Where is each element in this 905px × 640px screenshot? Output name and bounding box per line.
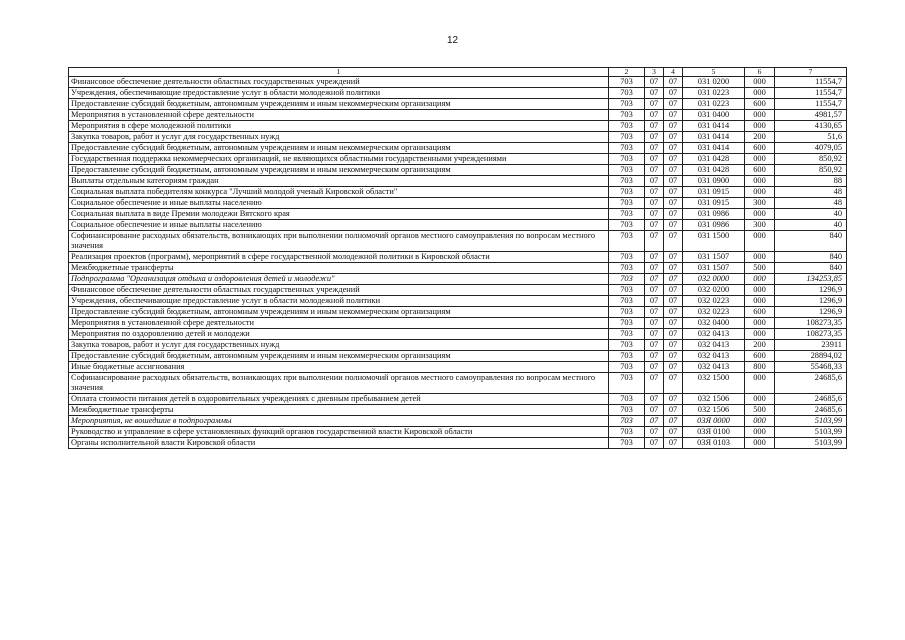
row-grbs-cell: 703 [609, 351, 645, 362]
row-grbs-cell: 703 [609, 285, 645, 296]
row-amount-cell: 4079,05 [775, 143, 847, 154]
row-grbs-cell: 703 [609, 416, 645, 427]
row-section-cell: 07 [645, 99, 664, 110]
row-grbs-cell: 703 [609, 132, 645, 143]
row-expense-type-cell: 000 [745, 121, 775, 132]
column-header: 3 [645, 68, 664, 77]
row-grbs-cell: 703 [609, 110, 645, 121]
table-row [69, 198, 847, 209]
table-row [69, 296, 847, 307]
row-grbs-cell: 703 [609, 340, 645, 351]
row-expense-type-cell: 600 [745, 307, 775, 318]
row-expense-type-cell: 200 [745, 132, 775, 143]
row-subsection-cell: 07 [664, 99, 683, 110]
row-subsection-cell: 07 [664, 165, 683, 176]
row-section-cell: 07 [645, 362, 664, 373]
table-row [69, 318, 847, 329]
row-amount-cell: 1296,9 [775, 307, 847, 318]
row-subsection-cell: 07 [664, 285, 683, 296]
row-target-code-cell: 032 0413 [683, 351, 745, 362]
row-amount-cell: 88 [775, 176, 847, 187]
row-grbs-cell: 703 [609, 231, 645, 252]
table-row [69, 394, 847, 405]
row-name-cell: Оплата стоимости питания детей в оздоровительных учреждениях с дневным пребыванием детей [69, 394, 609, 405]
row-target-code-cell: 032 1506 [683, 405, 745, 416]
row-grbs-cell: 703 [609, 165, 645, 176]
table-row [69, 176, 847, 187]
row-name-cell: Государственная поддержка некоммерческих организаций, не являющихся областными государственными учреждениями [69, 154, 609, 165]
row-section-cell: 07 [645, 110, 664, 121]
row-section-cell: 07 [645, 88, 664, 99]
row-target-code-cell: 031 0414 [683, 121, 745, 132]
row-target-code-cell: 032 0000 [683, 274, 745, 285]
row-target-code-cell: 031 0400 [683, 110, 745, 121]
row-section-cell: 07 [645, 394, 664, 405]
row-amount-cell: 11554,7 [775, 88, 847, 99]
row-expense-type-cell: 000 [745, 154, 775, 165]
row-amount-cell: 5103,99 [775, 416, 847, 427]
row-section-cell: 07 [645, 187, 664, 198]
row-subsection-cell: 07 [664, 405, 683, 416]
row-subsection-cell: 07 [664, 187, 683, 198]
row-amount-cell: 40 [775, 220, 847, 231]
row-expense-type-cell: 000 [745, 416, 775, 427]
row-grbs-cell: 703 [609, 438, 645, 449]
row-expense-type-cell: 300 [745, 198, 775, 209]
table-row [69, 110, 847, 121]
row-section-cell: 07 [645, 427, 664, 438]
row-name-cell: Социальное обеспечение и иные выплаты населению [69, 198, 609, 209]
row-target-code-cell: 032 0413 [683, 329, 745, 340]
row-expense-type-cell: 000 [745, 285, 775, 296]
row-target-code-cell: 032 0223 [683, 307, 745, 318]
row-section-cell: 07 [645, 209, 664, 220]
row-amount-cell: 55468,33 [775, 362, 847, 373]
row-grbs-cell: 703 [609, 176, 645, 187]
table-row [69, 154, 847, 165]
row-name-cell: Предоставление субсидий бюджетным, автономным учреждениям и иным некоммерческим организациям [69, 307, 609, 318]
row-expense-type-cell: 500 [745, 263, 775, 274]
row-name-cell: Подпрограмма "Организация отдыха и оздоровления детей и молодежи" [69, 274, 609, 285]
row-grbs-cell: 703 [609, 252, 645, 263]
row-name-cell: Иные бюджетные ассигнования [69, 362, 609, 373]
row-grbs-cell: 703 [609, 373, 645, 394]
row-section-cell: 07 [645, 416, 664, 427]
row-name-cell: Учреждения, обеспечивающие предоставление услуг в области молодежной политики [69, 296, 609, 307]
row-amount-cell: 5103,99 [775, 427, 847, 438]
table-row [69, 132, 847, 143]
row-name-cell: Мероприятия в сфере молодежной политики [69, 121, 609, 132]
row-amount-cell: 108273,35 [775, 318, 847, 329]
row-subsection-cell: 07 [664, 88, 683, 99]
row-subsection-cell: 07 [664, 394, 683, 405]
row-amount-cell: 11554,7 [775, 77, 847, 88]
row-section-cell: 07 [645, 143, 664, 154]
row-target-code-cell: 031 0428 [683, 154, 745, 165]
table-row [69, 143, 847, 154]
row-amount-cell: 4981,57 [775, 110, 847, 121]
row-subsection-cell: 07 [664, 143, 683, 154]
row-subsection-cell: 07 [664, 252, 683, 263]
row-expense-type-cell: 200 [745, 340, 775, 351]
row-section-cell: 07 [645, 318, 664, 329]
row-grbs-cell: 703 [609, 77, 645, 88]
row-target-code-cell: 032 1500 [683, 373, 745, 394]
row-grbs-cell: 703 [609, 88, 645, 99]
row-name-cell: Мероприятия в установленной сфере деятельности [69, 318, 609, 329]
table-row [69, 209, 847, 220]
row-name-cell: Социальная выплата в виде Премии молодежи Вятского края [69, 209, 609, 220]
row-expense-type-cell: 600 [745, 165, 775, 176]
row-target-code-cell: 032 0400 [683, 318, 745, 329]
row-grbs-cell: 703 [609, 99, 645, 110]
row-expense-type-cell: 000 [745, 231, 775, 252]
row-name-cell: Закупка товаров, работ и услуг для государственных нужд [69, 340, 609, 351]
table-header-row [69, 68, 847, 77]
table-row [69, 362, 847, 373]
row-expense-type-cell: 500 [745, 405, 775, 416]
row-target-code-cell: 03Я 0100 [683, 427, 745, 438]
row-subsection-cell: 07 [664, 198, 683, 209]
table-row [69, 307, 847, 318]
table-row [69, 252, 847, 263]
row-subsection-cell: 07 [664, 329, 683, 340]
row-subsection-cell: 07 [664, 318, 683, 329]
row-name-cell: Предоставление субсидий бюджетным, автономным учреждениям и иным некоммерческим организациям [69, 165, 609, 176]
row-grbs-cell: 703 [609, 427, 645, 438]
row-target-code-cell: 032 0413 [683, 362, 745, 373]
row-target-code-cell: 031 0986 [683, 209, 745, 220]
row-amount-cell: 51,6 [775, 132, 847, 143]
row-section-cell: 07 [645, 285, 664, 296]
row-expense-type-cell: 300 [745, 220, 775, 231]
table-row [69, 373, 847, 394]
row-grbs-cell: 703 [609, 274, 645, 285]
row-amount-cell: 48 [775, 187, 847, 198]
row-name-cell: Мероприятия по оздоровлению детей и молодежи [69, 329, 609, 340]
row-section-cell: 07 [645, 274, 664, 285]
row-subsection-cell: 07 [664, 427, 683, 438]
row-grbs-cell: 703 [609, 187, 645, 198]
row-expense-type-cell: 000 [745, 252, 775, 263]
row-amount-cell: 134253,85 [775, 274, 847, 285]
row-grbs-cell: 703 [609, 318, 645, 329]
row-amount-cell: 40 [775, 209, 847, 220]
row-section-cell: 07 [645, 252, 664, 263]
table-row [69, 427, 847, 438]
table-row [69, 329, 847, 340]
row-subsection-cell: 07 [664, 340, 683, 351]
row-target-code-cell: 032 1506 [683, 394, 745, 405]
row-amount-cell: 840 [775, 252, 847, 263]
row-section-cell: 07 [645, 121, 664, 132]
row-name-cell: Руководство и управление в сфере установленных функций органов государственной власти Кировской области [69, 427, 609, 438]
table-row [69, 187, 847, 198]
row-name-cell: Учреждения, обеспечивающие предоставление услуг в области молодежной политики [69, 88, 609, 99]
row-expense-type-cell: 000 [745, 77, 775, 88]
column-header: 1 [69, 68, 609, 77]
row-target-code-cell: 03Я 0000 [683, 416, 745, 427]
row-target-code-cell: 031 0223 [683, 88, 745, 99]
row-section-cell: 07 [645, 132, 664, 143]
row-amount-cell: 23911 [775, 340, 847, 351]
table-row [69, 220, 847, 231]
row-subsection-cell: 07 [664, 121, 683, 132]
table-row [69, 231, 847, 252]
row-section-cell: 07 [645, 329, 664, 340]
row-name-cell: Органы исполнительной власти Кировской области [69, 438, 609, 449]
row-target-code-cell: 031 0414 [683, 143, 745, 154]
row-amount-cell: 840 [775, 263, 847, 274]
row-target-code-cell: 031 0915 [683, 187, 745, 198]
table-row [69, 274, 847, 285]
row-name-cell: Межбюджетные трансферты [69, 405, 609, 416]
row-target-code-cell: 031 0986 [683, 220, 745, 231]
row-amount-cell: 24685,6 [775, 394, 847, 405]
row-target-code-cell: 032 0413 [683, 340, 745, 351]
row-grbs-cell: 703 [609, 143, 645, 154]
row-expense-type-cell: 000 [745, 187, 775, 198]
row-target-code-cell: 031 0900 [683, 176, 745, 187]
column-header: 6 [745, 68, 775, 77]
row-target-code-cell: 031 1507 [683, 252, 745, 263]
table-row [69, 416, 847, 427]
row-subsection-cell: 07 [664, 77, 683, 88]
table-row [69, 351, 847, 362]
row-expense-type-cell: 000 [745, 373, 775, 394]
row-subsection-cell: 07 [664, 209, 683, 220]
row-grbs-cell: 703 [609, 296, 645, 307]
row-section-cell: 07 [645, 405, 664, 416]
row-grbs-cell: 703 [609, 154, 645, 165]
row-grbs-cell: 703 [609, 329, 645, 340]
row-expense-type-cell: 000 [745, 88, 775, 99]
row-amount-cell: 850,92 [775, 154, 847, 165]
row-amount-cell: 4130,65 [775, 121, 847, 132]
row-section-cell: 07 [645, 340, 664, 351]
row-subsection-cell: 07 [664, 438, 683, 449]
row-grbs-cell: 703 [609, 209, 645, 220]
row-subsection-cell: 07 [664, 132, 683, 143]
row-target-code-cell: 032 0223 [683, 296, 745, 307]
row-amount-cell: 108273,35 [775, 329, 847, 340]
page-number: 12 [446, 35, 459, 46]
row-amount-cell: 28894,02 [775, 351, 847, 362]
row-subsection-cell: 07 [664, 274, 683, 285]
row-target-code-cell: 031 0223 [683, 99, 745, 110]
row-name-cell: Софинансирование расходных обязательств, возникающих при выполнении полномочий органов местного самоуправления по вопросам местного значения [69, 231, 609, 252]
table-row [69, 405, 847, 416]
row-subsection-cell: 07 [664, 110, 683, 121]
row-expense-type-cell: 800 [745, 362, 775, 373]
row-subsection-cell: 07 [664, 307, 683, 318]
row-section-cell: 07 [645, 198, 664, 209]
row-amount-cell: 11554,7 [775, 99, 847, 110]
row-subsection-cell: 07 [664, 154, 683, 165]
column-header: 4 [664, 68, 683, 77]
row-section-cell: 07 [645, 154, 664, 165]
row-subsection-cell: 07 [664, 176, 683, 187]
row-expense-type-cell: 000 [745, 110, 775, 121]
row-target-code-cell: 03Я 0103 [683, 438, 745, 449]
row-expense-type-cell: 600 [745, 99, 775, 110]
row-name-cell: Предоставление субсидий бюджетным, автономным учреждениям и иным некоммерческим организациям [69, 99, 609, 110]
row-expense-type-cell: 600 [745, 143, 775, 154]
row-grbs-cell: 703 [609, 394, 645, 405]
row-name-cell: Мероприятия, не вошедшие в подпрограммы [69, 416, 609, 427]
table-row [69, 165, 847, 176]
row-section-cell: 07 [645, 165, 664, 176]
row-section-cell: 07 [645, 176, 664, 187]
row-expense-type-cell: 000 [745, 427, 775, 438]
row-section-cell: 07 [645, 438, 664, 449]
row-target-code-cell: 031 1500 [683, 231, 745, 252]
row-target-code-cell: 031 0428 [683, 165, 745, 176]
row-grbs-cell: 703 [609, 121, 645, 132]
row-grbs-cell: 703 [609, 307, 645, 318]
row-amount-cell: 850,92 [775, 165, 847, 176]
row-subsection-cell: 07 [664, 373, 683, 394]
row-target-code-cell: 031 0915 [683, 198, 745, 209]
row-amount-cell: 1296,9 [775, 285, 847, 296]
row-name-cell: Предоставление субсидий бюджетным, автономным учреждениям и иным некоммерческим организациям [69, 143, 609, 154]
row-expense-type-cell: 600 [745, 351, 775, 362]
row-name-cell: Выплаты отдельным категориям граждан [69, 176, 609, 187]
row-expense-type-cell: 000 [745, 296, 775, 307]
row-section-cell: 07 [645, 373, 664, 394]
row-subsection-cell: 07 [664, 362, 683, 373]
row-grbs-cell: 703 [609, 198, 645, 209]
row-amount-cell: 24685,6 [775, 405, 847, 416]
row-target-code-cell: 031 0200 [683, 77, 745, 88]
row-expense-type-cell: 000 [745, 209, 775, 220]
row-name-cell: Реализация проектов (программ), мероприятий в сфере государственной молодежной политики в Кировской области [69, 252, 609, 263]
row-section-cell: 07 [645, 77, 664, 88]
row-expense-type-cell: 000 [745, 438, 775, 449]
row-section-cell: 07 [645, 296, 664, 307]
row-subsection-cell: 07 [664, 296, 683, 307]
table-row [69, 263, 847, 274]
row-section-cell: 07 [645, 351, 664, 362]
row-target-code-cell: 032 0200 [683, 285, 745, 296]
row-amount-cell: 840 [775, 231, 847, 252]
row-section-cell: 07 [645, 263, 664, 274]
table-row [69, 285, 847, 296]
row-grbs-cell: 703 [609, 263, 645, 274]
table-row [69, 77, 847, 88]
row-subsection-cell: 07 [664, 416, 683, 427]
row-name-cell: Предоставление субсидий бюджетным, автономным учреждениям и иным некоммерческим организациям [69, 351, 609, 362]
row-name-cell: Финансовое обеспечение деятельности областных государственных учреждений [69, 285, 609, 296]
row-expense-type-cell: 000 [745, 176, 775, 187]
row-name-cell: Софинансирование расходных обязательств, возникающих при выполнении полномочий органов местного самоуправления по вопросам местного значения [69, 373, 609, 394]
row-grbs-cell: 703 [609, 405, 645, 416]
row-section-cell: 07 [645, 307, 664, 318]
row-expense-type-cell: 000 [745, 274, 775, 285]
table-row [69, 121, 847, 132]
table-row [69, 438, 847, 449]
row-amount-cell: 5103,99 [775, 438, 847, 449]
table-row [69, 340, 847, 351]
row-section-cell: 07 [645, 231, 664, 252]
row-subsection-cell: 07 [664, 263, 683, 274]
column-header: 7 [775, 68, 847, 77]
row-name-cell: Межбюджетные трансферты [69, 263, 609, 274]
row-name-cell: Социальное обеспечение и иные выплаты населению [69, 220, 609, 231]
budget-table [68, 67, 847, 449]
row-section-cell: 07 [645, 220, 664, 231]
row-name-cell: Финансовое обеспечение деятельности областных государственных учреждений [69, 77, 609, 88]
row-name-cell: Закупка товаров, работ и услуг для государственных нужд [69, 132, 609, 143]
row-name-cell: Мероприятия в установленной сфере деятельности [69, 110, 609, 121]
row-expense-type-cell: 000 [745, 329, 775, 340]
table-row [69, 99, 847, 110]
row-target-code-cell: 031 0414 [683, 132, 745, 143]
row-expense-type-cell: 000 [745, 318, 775, 329]
table-row [69, 88, 847, 99]
row-amount-cell: 24685,6 [775, 373, 847, 394]
row-subsection-cell: 07 [664, 351, 683, 362]
row-expense-type-cell: 000 [745, 394, 775, 405]
row-grbs-cell: 703 [609, 220, 645, 231]
row-subsection-cell: 07 [664, 220, 683, 231]
row-subsection-cell: 07 [664, 231, 683, 252]
row-name-cell: Социальная выплата победителям конкурса "Лучший молодой ученый Кировской области" [69, 187, 609, 198]
row-amount-cell: 1296,9 [775, 296, 847, 307]
row-grbs-cell: 703 [609, 362, 645, 373]
column-header: 5 [683, 68, 745, 77]
row-amount-cell: 48 [775, 198, 847, 209]
row-target-code-cell: 031 1507 [683, 263, 745, 274]
column-header: 2 [609, 68, 645, 77]
